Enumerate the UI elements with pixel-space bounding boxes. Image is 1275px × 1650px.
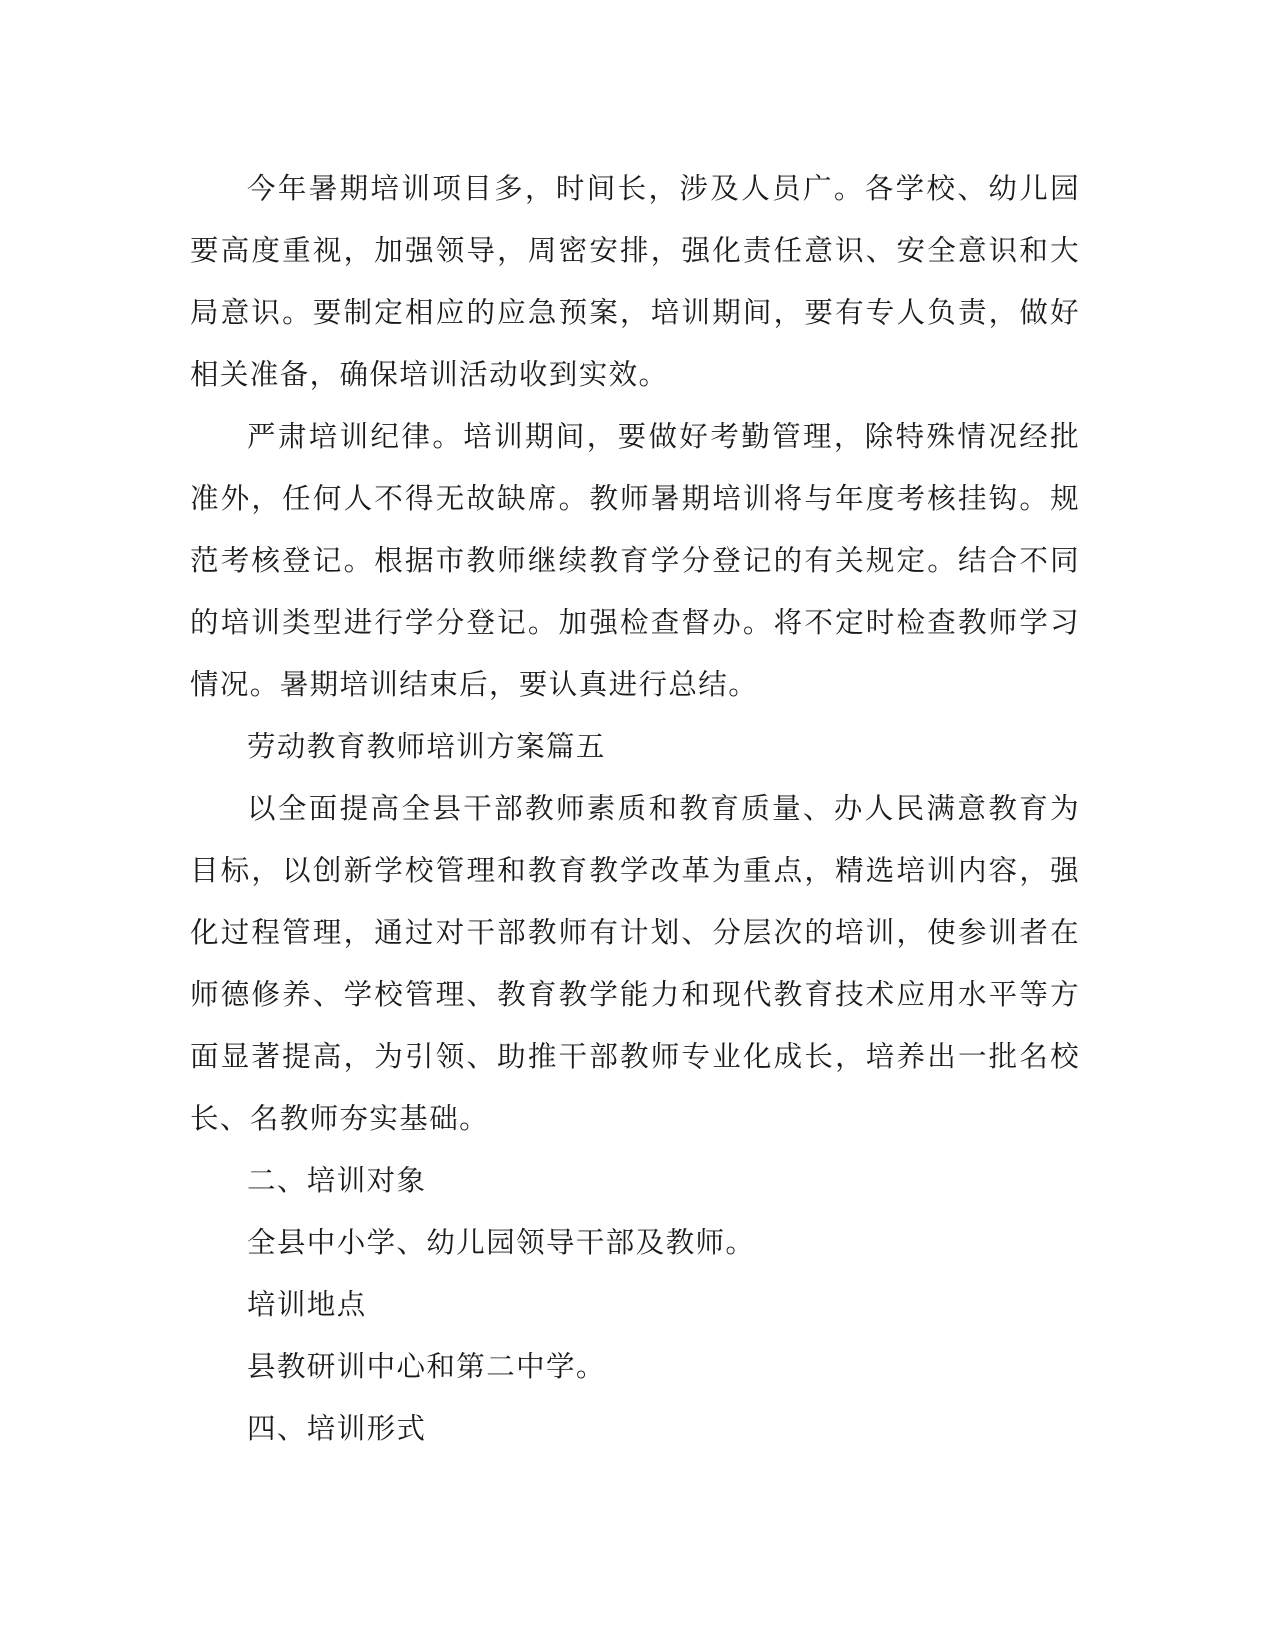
- paragraph-training-targets: 全县中小学、幼儿园领导干部及教师。: [247, 1226, 756, 1259]
- paragraph-training-discipline: 严肃培训纪律。培训期间，要做好考勤管理，除特殊情况经批准外，任何人不得无故缺席。教师暑期培训将与年度考核挂钩。规范考核登记。根据市教师继续教育学分登记的有关规定。结合不同的培训类型进行学分登记。加强检查督办。将不定时检查教师学习情况。暑期培训结束后，要认真进行总结。: [190, 420, 1080, 701]
- heading-training-location: 培训地点: [247, 1288, 367, 1321]
- paragraph-training-goals: 以全面提高全县干部教师素质和教育质量、办人民满意教育为目标，以创新学校管理和教育教学改革为重点，精选培训内容，强化过程管理，通过对干部教师有计划、分层次的培训，使参训者在师德修养、学校管理、教育教学能力和现代教育技术应用水平等方面显著提高，为引领、助推干部教师专业化成长，培养出一批名校长、名教师夯实基础。: [190, 792, 1080, 1135]
- paragraph-summer-training-arrangements: 今年暑期培训项目多，时间长，涉及人员广。各学校、幼儿园要高度重视，加强领导，周密安排，强化责任意识、安全意识和大局意识。要制定相应的应急预案，培训期间，要有专人负责，做好相关准备，确保培训活动收到实效。: [190, 172, 1080, 391]
- section-title-plan-five: 劳动教育教师培训方案篇五: [247, 730, 606, 763]
- paragraph-training-location: 县教研训中心和第二中学。: [247, 1350, 606, 1383]
- heading-training-format: 四、培训形式: [247, 1412, 427, 1445]
- document-body: [190, 158, 1080, 1460]
- heading-training-targets: 二、培训对象: [247, 1164, 427, 1197]
